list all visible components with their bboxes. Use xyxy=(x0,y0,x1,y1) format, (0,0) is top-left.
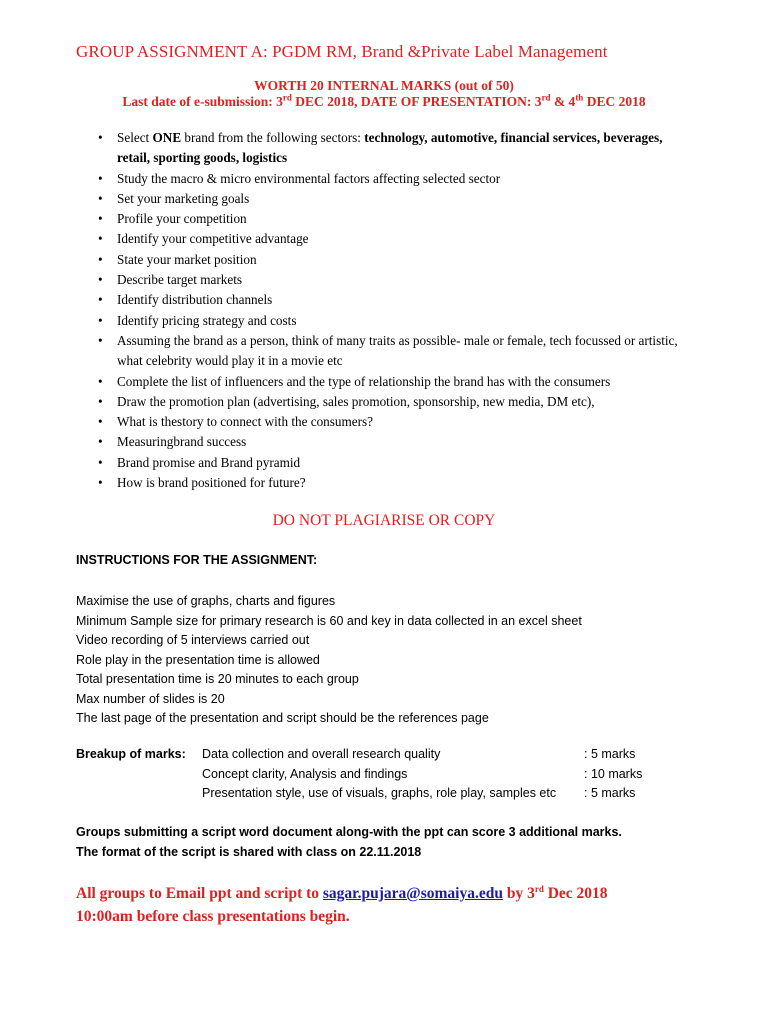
instruction-item: Video recording of 5 interviews carried out xyxy=(76,633,310,647)
task-item: • Set your marketing goals xyxy=(98,189,698,209)
dates-sup-2: rd xyxy=(541,92,551,103)
instruction-item: Minimum Sample size for primary research is 60 and key in data collected in an excel sheet xyxy=(76,613,582,628)
task-text: Select xyxy=(117,130,153,145)
dates-prefix: Last date of e-submission: 3 xyxy=(122,94,283,109)
task-item: • Identify distribution channels xyxy=(98,290,698,310)
task-item: • Study the macro & micro environmental factors affecting selected sector xyxy=(98,169,698,189)
submission-dates xyxy=(0,94,768,110)
task-item: • Draw the promotion plan (advertising, sales promotion, sponsorship, new media, DM etc), xyxy=(98,392,698,412)
task-item: • What is thestory to connect with the consumers? xyxy=(98,412,698,432)
instruction-item: The last page of the presentation and script should be the references page xyxy=(76,711,489,725)
marks-row-item: Concept clarity, Analysis and findings xyxy=(202,766,408,781)
task-item: • Complete the list of influencers and the type of relationship the brand has with the consumers xyxy=(98,372,698,392)
task-item: • Assuming the brand as a person, think of many traits as possible- male or female, tech focussed or artistic, what celebrity would play it in a movie etc xyxy=(98,331,698,372)
task-item: • State your market position xyxy=(98,250,698,270)
marks-row-value: : 5 marks xyxy=(584,786,636,800)
task-list xyxy=(98,128,698,493)
email-post: Dec 2018 xyxy=(543,885,608,902)
email-instruction xyxy=(76,882,608,928)
instructions-list xyxy=(76,592,582,729)
dates-sup-1: rd xyxy=(282,92,292,103)
script-bonus-line-1: Groups submitting a script word document along-with the ppt can score 3 additional marks. xyxy=(76,825,622,839)
marks-row-value: : 5 marks xyxy=(584,747,636,761)
email-line-2: 10:00am before class presentations begin. xyxy=(76,908,350,925)
dates-mid: DEC 2018, DATE OF PRESENTATION: 3 xyxy=(291,94,542,109)
marks-row-item: Data collection and overall research quality xyxy=(202,747,441,761)
email-sup: rd xyxy=(534,883,544,894)
marks-label: Breakup of marks: xyxy=(76,747,186,761)
task-item: • Measuringbrand success xyxy=(98,432,698,452)
instructions-heading: INSTRUCTIONS FOR THE ASSIGNMENT: xyxy=(76,553,318,567)
task-text: brand from the following sectors: xyxy=(181,130,365,145)
script-bonus-line-2: The format of the script is shared with class on 22.11.2018 xyxy=(76,845,422,859)
task-item: • Identify your competitive advantage xyxy=(98,229,698,249)
email-pre: All groups to Email ppt and script to xyxy=(76,885,323,902)
instruction-item: Total presentation time is 20 minutes to each group xyxy=(76,672,359,686)
instruction-item: Max number of slides is 20 xyxy=(76,691,225,706)
plagiarism-warning: DO NOT PLAGIARISE OR COPY xyxy=(272,512,496,529)
script-bonus-note xyxy=(76,822,622,862)
task-item: • How is brand positioned for future? xyxy=(98,473,698,493)
email-link[interactable]: sagar.pujara@somaiya.edu xyxy=(322,885,503,902)
dates-amp: & 4 xyxy=(550,94,576,109)
task-item: • Describe target markets xyxy=(98,270,698,290)
sector-list: technology, automotive, financial services, beverages, retail, sporting goods, logistics xyxy=(117,130,663,166)
dates-end: DEC 2018 xyxy=(583,94,646,109)
instruction-item: Role play in the presentation time is allowed xyxy=(76,652,320,667)
worth-marks: WORTH 20 INTERNAL MARKS (out of 50) xyxy=(254,78,514,93)
marks-row-item: Presentation style, use of visuals, graphs, role play, samples etc xyxy=(202,786,557,800)
task-text-bold: ONE xyxy=(152,130,182,145)
dates-sup-3: th xyxy=(575,92,584,103)
email-mid: by 3 xyxy=(502,885,535,902)
task-item xyxy=(98,128,698,169)
task-item: • Brand promise and Brand pyramid xyxy=(98,453,698,473)
email-line-1 xyxy=(76,882,608,905)
task-item: • Profile your competition xyxy=(98,209,698,229)
page-title: GROUP ASSIGNMENT A: PGDM RM, Brand &Private Label Management xyxy=(76,42,608,61)
task-item: • Identify pricing strategy and costs xyxy=(98,311,698,331)
marks-row-value: : 10 marks xyxy=(584,766,643,781)
instruction-item: Maximise the use of graphs, charts and figures xyxy=(76,594,336,608)
